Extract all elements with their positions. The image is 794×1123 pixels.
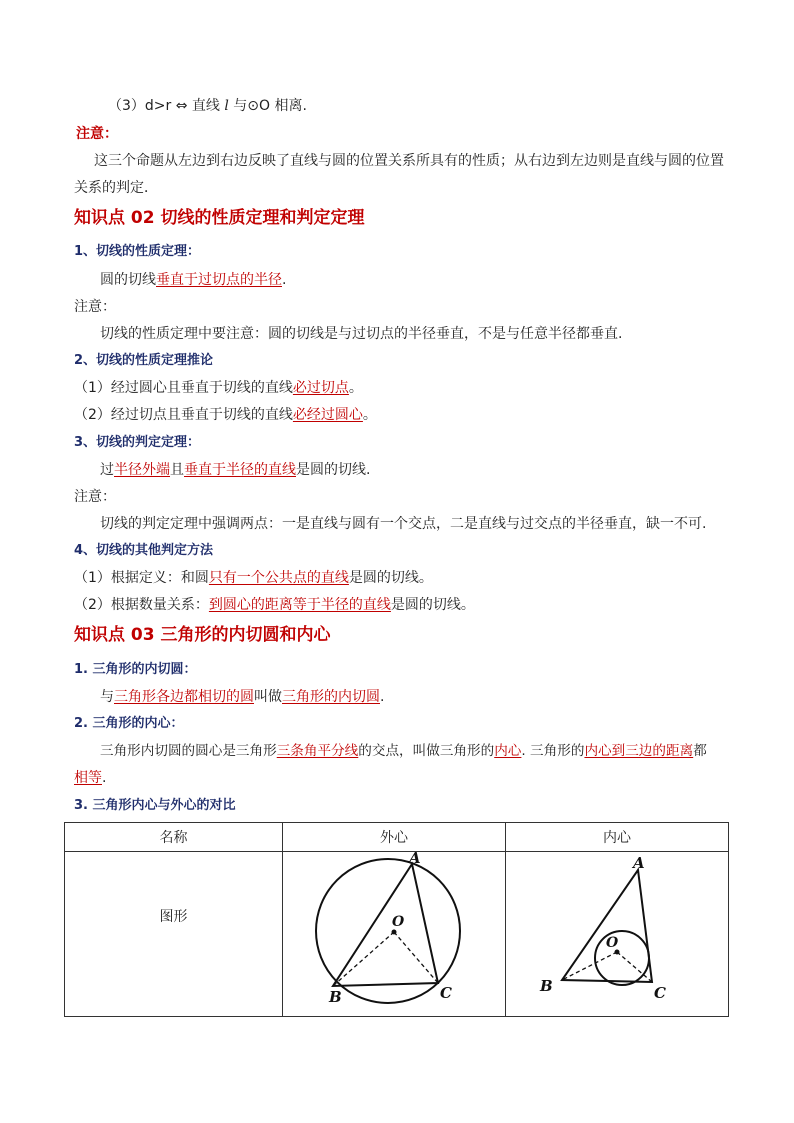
- row-label-figure: 图形: [65, 852, 283, 1017]
- note-label: 注意：: [76, 126, 118, 142]
- circumcenter-figure-cell: [283, 852, 506, 1017]
- subheading-other-methods: 4、切线的其他判定方法: [74, 543, 214, 558]
- center-point-o: [392, 930, 397, 935]
- subheading-tangent-criterion: 3、切线的判定定理：: [74, 435, 201, 450]
- note-label: 注意：: [74, 299, 116, 315]
- table-row-figure: [65, 852, 729, 1017]
- item-3-separate: （3）d>r ⇔ 直线 l 与⊙O 相离.: [108, 98, 307, 114]
- label-c: C: [654, 984, 666, 1002]
- subheading-corollary: 2、切线的性质定理推论: [74, 353, 214, 368]
- subheading-tangent-property: 1、切线的性质定理：: [74, 244, 201, 259]
- section-heading-02: 知识点 02 切线的性质定理和判定定理: [74, 208, 365, 228]
- incenter-diagram: [506, 852, 728, 1012]
- subheading-comparison: 3. 三角形内心与外心的对比: [74, 798, 236, 813]
- note-text: 切线的判定定理中强调两点：一是直线与圆有一个交点，二是直线与过交点的半径垂直，缺一不可.: [100, 516, 707, 532]
- dashed-ob: [562, 952, 617, 980]
- line-l-symbol: l: [224, 98, 229, 114]
- note-label: 注意：: [74, 489, 116, 505]
- dashed-oc: [394, 932, 438, 983]
- label-b: B: [540, 977, 553, 995]
- label-b: B: [329, 988, 342, 1006]
- corollary-2: （2）经过切点且垂直于切线的直线必经过圆心。: [74, 407, 377, 423]
- circumcenter-diagram: [283, 852, 505, 1012]
- label-o: O: [606, 935, 619, 951]
- note-text: 切线的性质定理中要注意：圆的切线是与过切点的半径垂直，不是与任意半径都垂直.: [100, 326, 623, 342]
- label-o: O: [392, 914, 405, 930]
- subheading-incenter: 2. 三角形的内心：: [74, 716, 184, 731]
- triangle-abc: [333, 864, 438, 986]
- label-c: C: [440, 984, 452, 1002]
- label-a: A: [633, 854, 645, 872]
- incircle: [595, 931, 649, 985]
- method-1: （1）根据定义：和圆只有一个公共点的直线是圆的切线。: [74, 570, 433, 586]
- method-2: （2）根据数量关系：到圆心的距离等于半径的直线是圆的切线。: [74, 597, 475, 613]
- header-circumcenter: 外心: [283, 823, 506, 852]
- note-paragraph-line1: 这三个命题从左边到右边反映了直线与圆的位置关系所具有的性质；从右边到左边则是直线与圆的位置: [94, 153, 724, 169]
- table-header-row: [65, 823, 729, 852]
- incenter-text-line1: 三角形内切圆的圆心是三角形三条角平分线的交点，叫做三角形的内心. 三角形的内心到三边的距离都: [100, 743, 707, 759]
- triangle-abc: [562, 870, 652, 982]
- incircle-text: 与三角形各边都相切的圆叫做三角形的内切圆.: [100, 689, 385, 705]
- header-incenter: 内心: [506, 823, 729, 852]
- incenter-figure-cell: [506, 852, 729, 1017]
- tangent-criterion-text: 过半径外端且垂直于半径的直线是圆的切线.: [100, 462, 371, 478]
- comparison-table: [64, 822, 729, 1017]
- section-heading-03: 知识点 03 三角形的内切圆和内心: [74, 625, 331, 645]
- incenter-text-line2: 相等.: [74, 770, 107, 786]
- header-name: 名称: [65, 823, 283, 852]
- subheading-incircle: 1. 三角形的内切圆：: [74, 662, 197, 677]
- tangent-property-text: 圆的切线垂直于过切点的半径.: [100, 272, 287, 288]
- label-a: A: [409, 852, 421, 867]
- note-paragraph-line2: 关系的判定．: [74, 180, 158, 196]
- corollary-1: （1）经过圆心且垂直于切线的直线必过切点。: [74, 380, 363, 396]
